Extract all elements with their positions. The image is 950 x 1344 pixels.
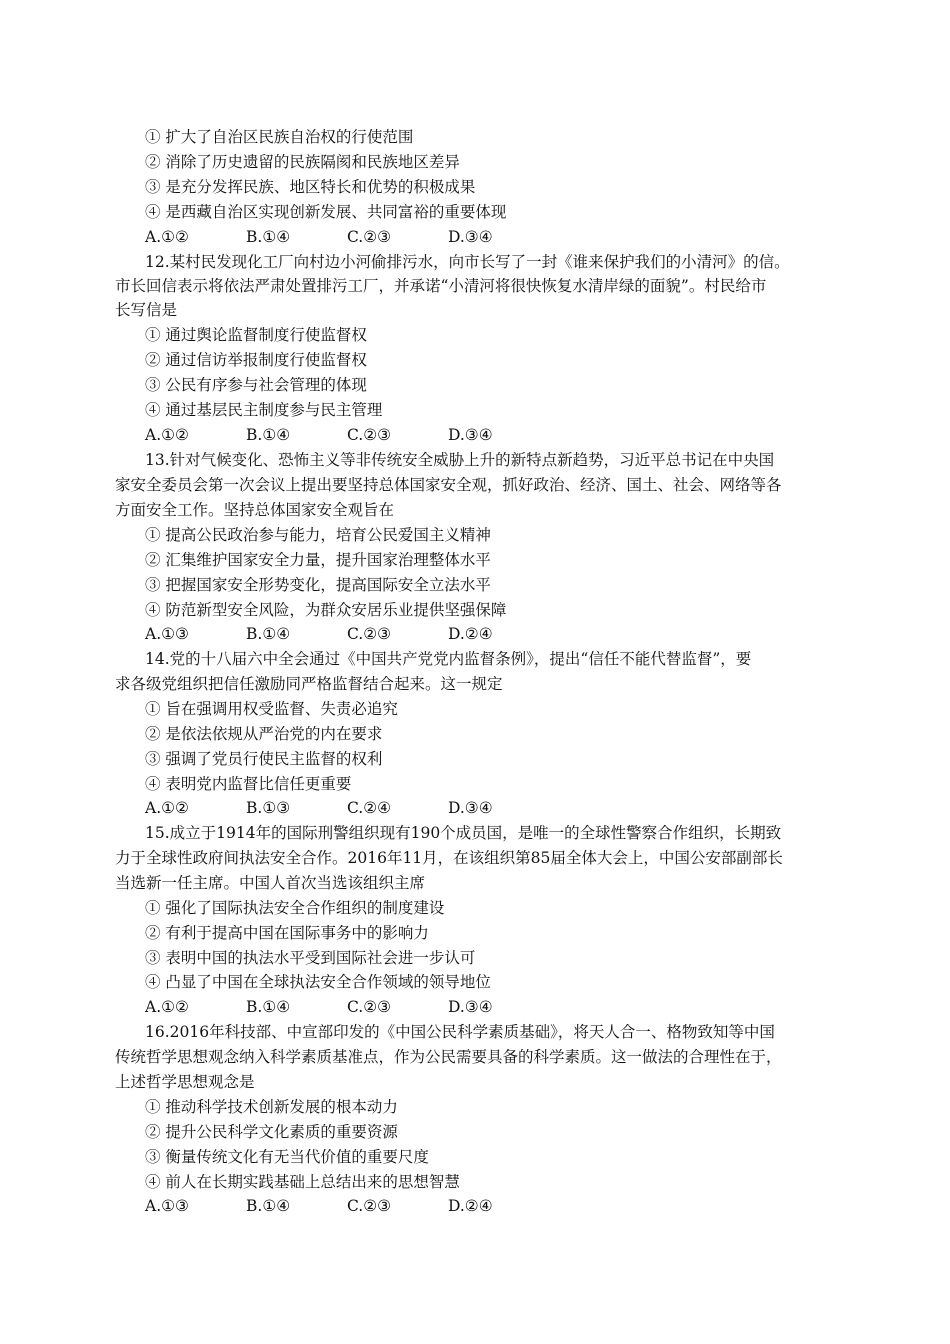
q11-option-4: ④ 是西藏自治区实现创新发展、共同富裕的重要体现 [145, 203, 507, 221]
q12-stem-line-1: 12.某村民发现化工厂向村边小河偷排污水，向市长写了一封《谁来保护我们的小清河》的信。 [145, 253, 790, 271]
q11-choice-d: D.③④ [448, 228, 493, 246]
q16-option-3: ③ 衡量传统文化有无当代价值的重要尺度 [145, 1148, 429, 1166]
q16-choice-a: A.①③ [145, 1197, 189, 1215]
q14-option-1: ① 旨在强调用权受监督、失责必追究 [145, 700, 398, 718]
q13-option-1: ① 提高公民政治参与能力，培育公民爱国主义精神 [145, 526, 491, 544]
q15-stem-line-1: 15.成立于1914年的国际刑警组织现有190个成员国，是唯一的全球性警察合作组织，长期致 [145, 824, 782, 842]
q14-option-2: ② 是依法依规从严治党的内在要求 [145, 725, 383, 743]
q16-choice-c: C.②③ [347, 1197, 392, 1215]
q15-choice-b: B.①④ [246, 998, 291, 1016]
q15-choice-a: A.①② [145, 998, 189, 1016]
q12-option-4: ④ 通过基层民主制度参与民主管理 [145, 401, 383, 419]
q13-option-4: ④ 防范新型安全风险，为群众安居乐业提供坚强保障 [145, 601, 507, 619]
q12-stem-line-2: 市长回信表示将依法严肃处置排污工厂，并承诺“小清河将很快恢复水清岸绿的面貌”。村民给市 [115, 277, 767, 295]
q11-option-3: ③ 是充分发挥民族、地区特长和优势的积极成果 [145, 178, 476, 196]
q14-choice-b: B.①③ [246, 799, 291, 817]
q14-stem-line-2: 求各级党组织把信任激励同严格监督结合起来。这一规定 [115, 675, 503, 693]
q16-stem-line-3: 上述哲学思想观念是 [115, 1073, 255, 1091]
q11-answer-choices [145, 225, 493, 250]
q16-option-1: ① 推动科学技术创新发展的根本动力 [145, 1098, 398, 1116]
q12-option-2: ② 通过信访举报制度行使监督权 [145, 351, 367, 369]
q11-choice-c: C.②③ [347, 228, 392, 246]
q13-answer-choices [145, 622, 493, 647]
q14-answer-choices [145, 796, 493, 821]
q15-answer-choices [145, 995, 493, 1020]
q12-choice-b: B.①④ [246, 426, 291, 444]
q13-choice-a: A.①③ [145, 625, 189, 643]
q16-answer-choices [145, 1194, 493, 1219]
q16-stem-line-2: 传统哲学思想观念纳入科学素质基准点，作为公民需要具备的科学素质。这一做法的合理性在于， [115, 1048, 782, 1066]
q12-choice-a: A.①② [145, 426, 189, 444]
q14-choice-d: D.③④ [448, 799, 493, 817]
q11-choice-b: B.①④ [246, 228, 291, 246]
q12-option-3: ③ 公民有序参与社会管理的体现 [145, 376, 367, 394]
q15-stem-line-3: 当选新一任主席。中国人首次当选该组织主席 [115, 874, 426, 892]
q16-option-4: ④ 前人在长期实践基础上总结出来的思想智慧 [145, 1173, 460, 1191]
q14-option-4: ④ 表明党内监督比信任更重要 [145, 775, 352, 793]
q12-choice-d: D.③④ [448, 426, 493, 444]
q13-choice-d: D.②④ [448, 625, 493, 643]
q12-answer-choices [145, 423, 493, 448]
q12-option-1: ① 通过舆论监督制度行使监督权 [145, 326, 367, 344]
q15-option-2: ② 有利于提高中国在国际事务中的影响力 [145, 924, 429, 942]
q15-option-1: ① 强化了国际执法安全合作组织的制度建设 [145, 899, 445, 917]
q16-choice-b: B.①④ [246, 1197, 291, 1215]
q15-choice-c: C.②③ [347, 998, 392, 1016]
q15-stem-line-2: 力于全球性政府间执法安全合作。2016年11月，在该组织第85届全体大会上，中国公安部副部长 [115, 849, 783, 867]
q13-option-2: ② 汇集维护国家安全力量，提升国家治理整体水平 [145, 551, 491, 569]
q16-option-2: ② 提升公民科学文化素质的重要资源 [145, 1123, 398, 1141]
q15-option-4: ④ 凸显了中国在全球执法安全合作领域的领导地位 [145, 973, 491, 991]
q12-stem-line-3: 长写信是 [115, 301, 178, 319]
q11-option-1: ① 扩大了自治区民族自治权的行使范围 [145, 128, 414, 146]
q13-option-3: ③ 把握国家安全形势变化，提高国际安全立法水平 [145, 576, 491, 594]
q13-choice-b: B.①④ [246, 625, 291, 643]
q16-stem-line-1: 16.2016年科技部、中宣部印发的《中国公民科学素质基础》，将天人合一、格物致知等中国 [145, 1023, 775, 1041]
q13-choice-c: C.②③ [347, 625, 392, 643]
q15-option-3: ③ 表明中国的执法水平受到国际社会进一步认可 [145, 949, 476, 967]
q11-option-2: ② 消除了历史遗留的民族隔阂和民族地区差异 [145, 153, 460, 171]
q12-choice-c: C.②③ [347, 426, 392, 444]
q11-choice-a: A.①② [145, 228, 189, 246]
q14-stem-line-1: 14.党的十八届六中全会通过《中国共产党党内监督条例》，提出“信任不能代替监督”，要 [145, 650, 752, 668]
q13-stem-line-1: 13.针对气候变化、恐怖主义等非传统安全威胁上升的新特点新趋势，习近平总书记在中央国 [145, 451, 775, 469]
q13-stem-line-3: 方面安全工作。坚持总体国家安全观旨在 [115, 501, 395, 519]
q14-choice-a: A.①② [145, 799, 189, 817]
q16-choice-d: D.②④ [448, 1197, 493, 1215]
q14-choice-c: C.②④ [347, 799, 392, 817]
q15-choice-d: D.③④ [448, 998, 493, 1016]
q13-stem-line-2: 家安全委员会第一次会议上提出要坚持总体国家安全观，抓好政治、经济、国土、社会、网络等各 [115, 476, 782, 494]
q14-option-3: ③ 强调了党员行使民主监督的权利 [145, 750, 383, 768]
